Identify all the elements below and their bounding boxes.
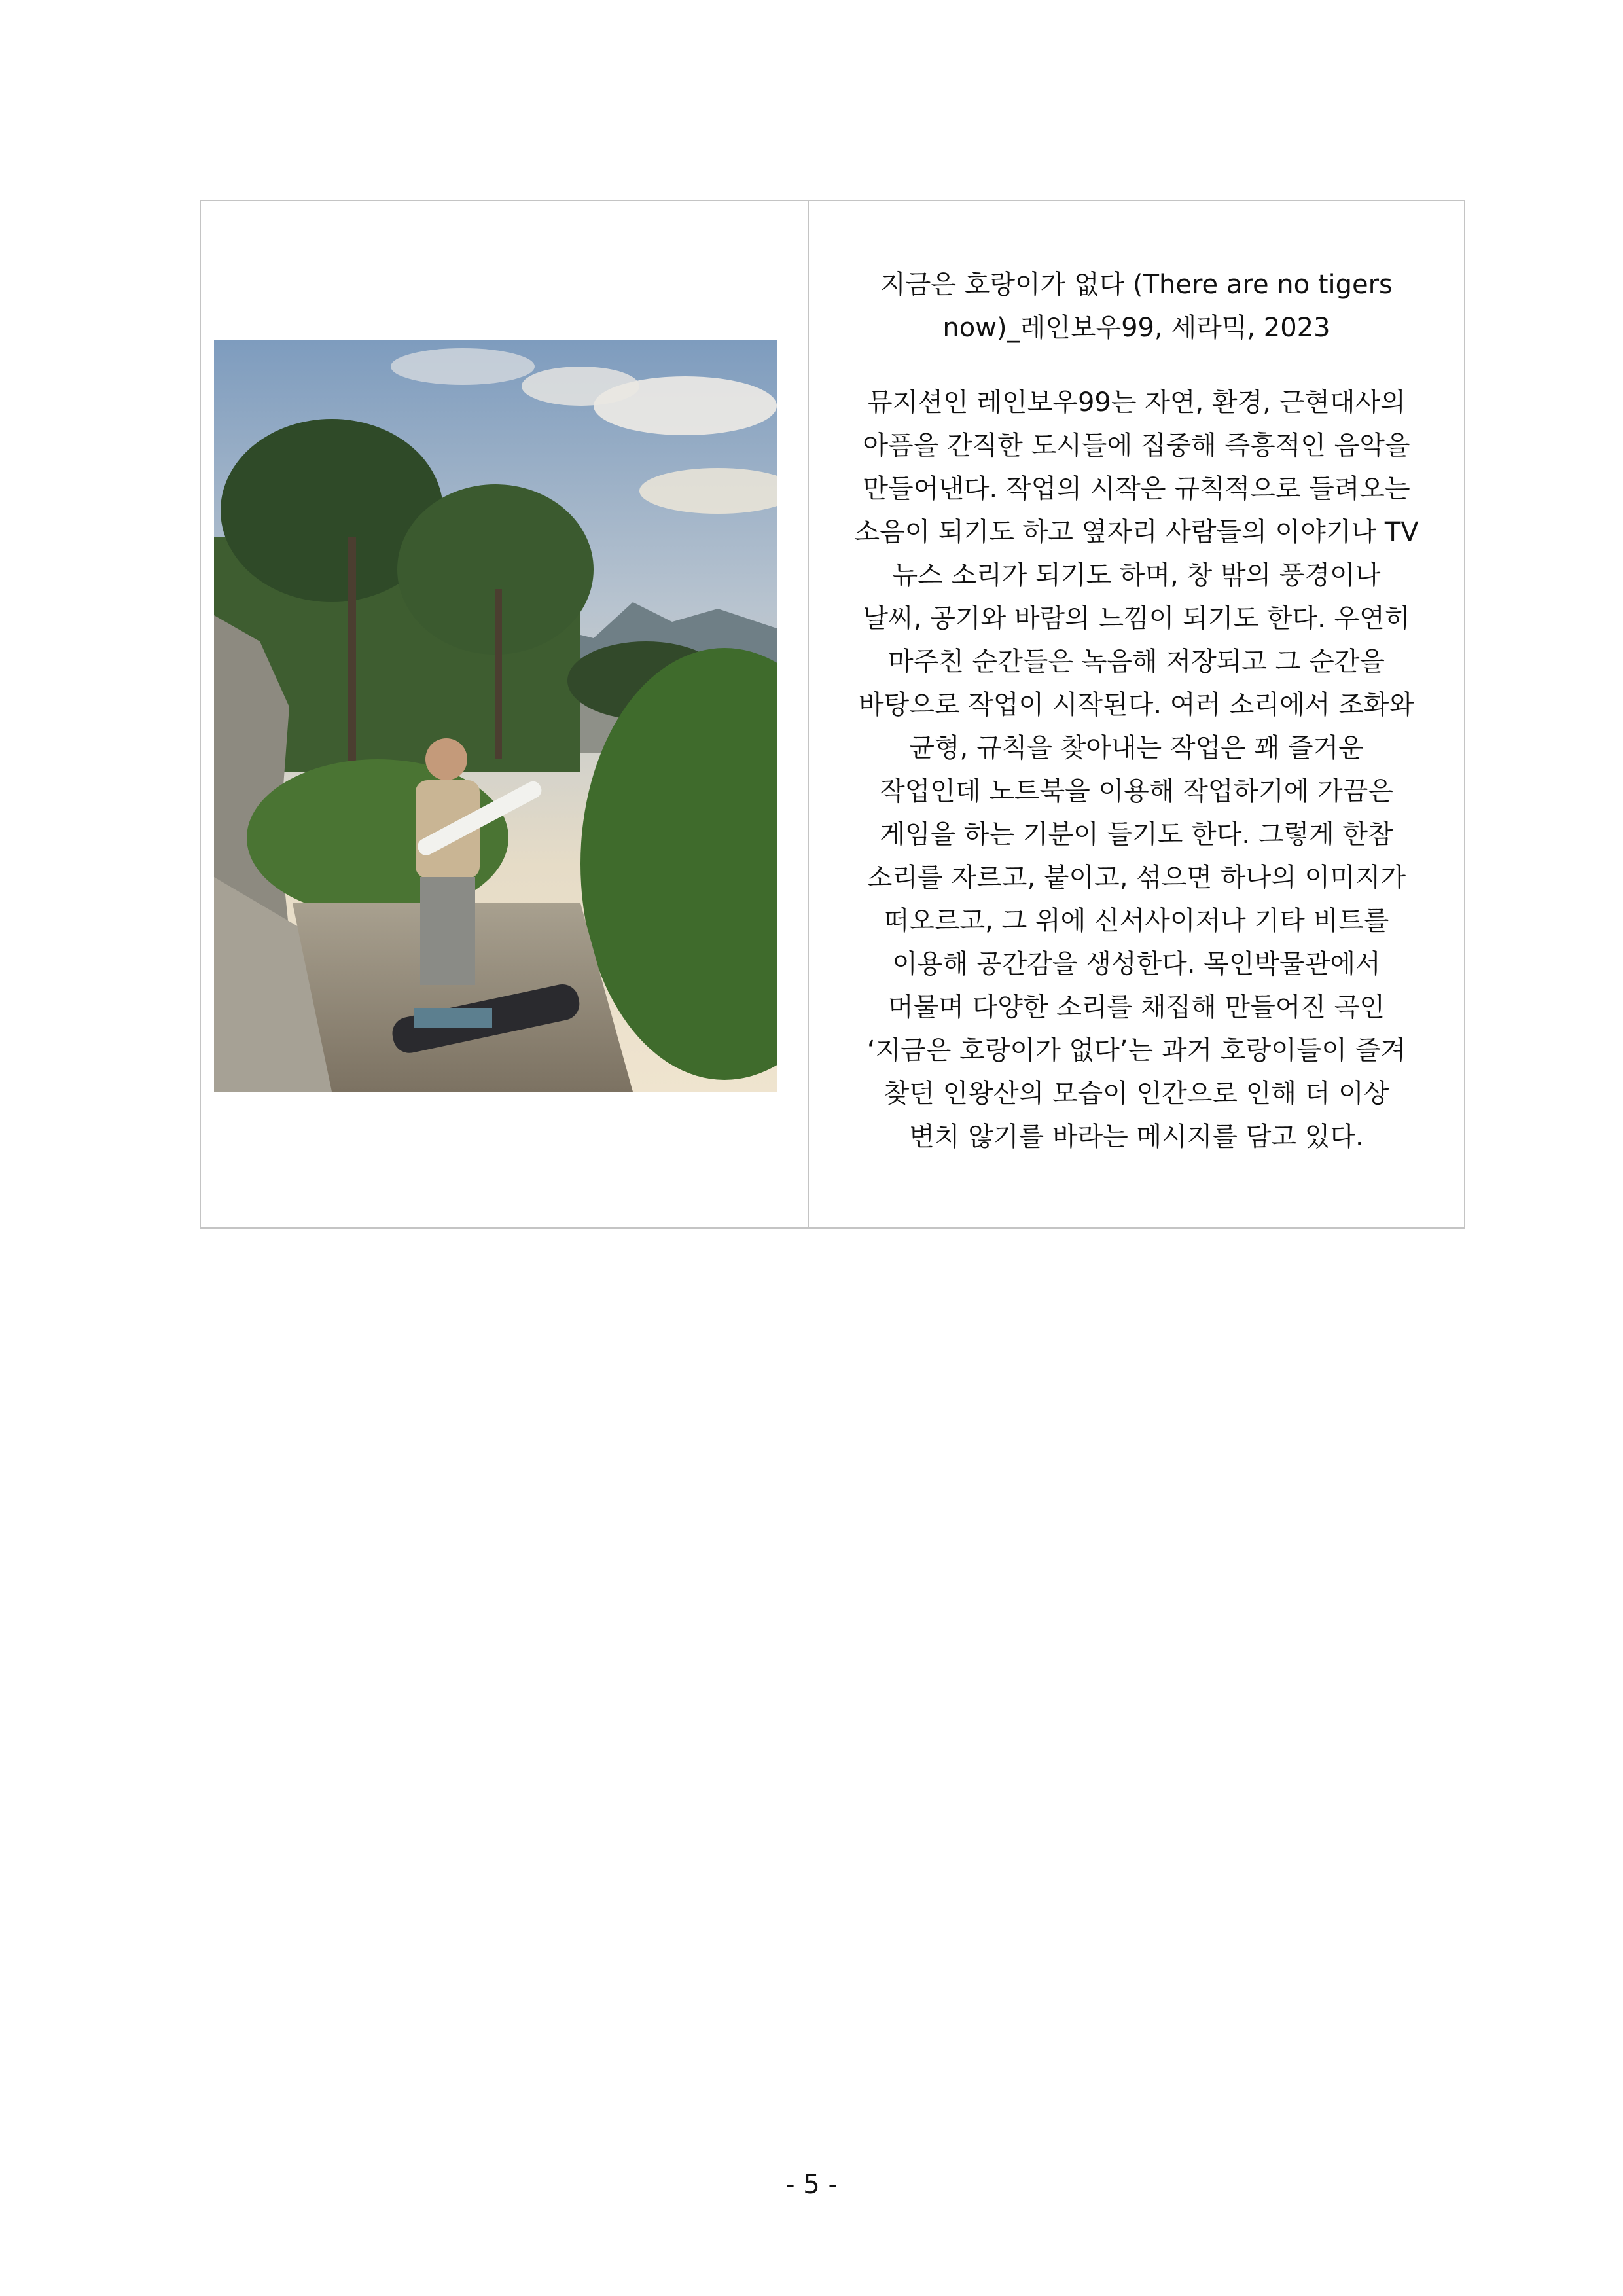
musician-pants	[420, 877, 475, 985]
description-line: 떠오르고, 그 위에 신서사이저나 기타 비트를	[883, 906, 1389, 936]
title-line: 지금은 호랑이가 없다 (There are no tigers	[880, 270, 1393, 300]
description-line: 뉴스 소리가 되기도 하며, 창 밖의 풍경이나	[892, 560, 1381, 590]
description-line: 바탕으로 작업이 시작된다. 여러 소리에서 조화와	[858, 690, 1415, 720]
tree-trunk	[495, 589, 502, 759]
title-line: now)_레인보우99, 세라믹, 2023	[942, 313, 1330, 343]
cloud	[391, 348, 535, 385]
description-line: 마주친 순간들은 녹음해 저장되고 그 순간을	[887, 647, 1385, 677]
description-line: 뮤지션인 레인보우99는 자연, 환경, 근현대사의	[867, 387, 1406, 418]
description-cell	[809, 201, 1464, 1227]
artwork-photo	[214, 340, 777, 1092]
tree-trunk	[348, 537, 356, 772]
description-line: 만들어낸다. 작업의 시작은 규칙적으로 들려오는	[863, 474, 1410, 504]
description-line: 소리를 자르고, 붙이고, 섞으면 하나의 이미지가	[866, 863, 1406, 893]
effects-pedalboard	[414, 1008, 492, 1028]
work-description	[821, 381, 1452, 1158]
description-line: 날씨, 공기와 바람의 느낌이 되기도 한다. 우연히	[863, 603, 1410, 634]
description-line: 머물며 다양한 소리를 채집해 만들어진 곡인	[887, 992, 1385, 1022]
description-line: 찾던 인왕산의 모습이 인간으로 인해 더 이상	[883, 1079, 1389, 1109]
description-line: 이용해 공간감을 생성한다. 목인박물관에서	[892, 949, 1381, 979]
work-title	[821, 263, 1452, 350]
description-line: 변치 않기를 바라는 메시지를 담고 있다.	[909, 1122, 1364, 1152]
cloud	[522, 367, 639, 406]
photo-cell	[201, 201, 809, 1227]
artwork-entry-table	[200, 200, 1465, 1229]
musician-head	[425, 738, 467, 780]
page-number: - 5 -	[785, 2170, 838, 2200]
description-line: 작업인데 노트북을 이용해 작업하기에 가끔은	[879, 776, 1394, 806]
description-line: 균형, 규칙을 찾아내는 작업은 꽤 즐거운	[909, 733, 1364, 763]
description-line: 게임을 하는 기분이 들기도 한다. 그렇게 한참	[880, 819, 1393, 850]
description-line: ‘지금은 호랑이가 없다’는 과거 호랑이들이 즐겨	[866, 1035, 1406, 1066]
description-line: 소음이 되기도 하고 옆자리 사람들의 이야기나 TV	[854, 517, 1419, 547]
description-line: 아픔을 간직한 도시들에 집중해 즉흥적인 음악을	[863, 431, 1410, 461]
